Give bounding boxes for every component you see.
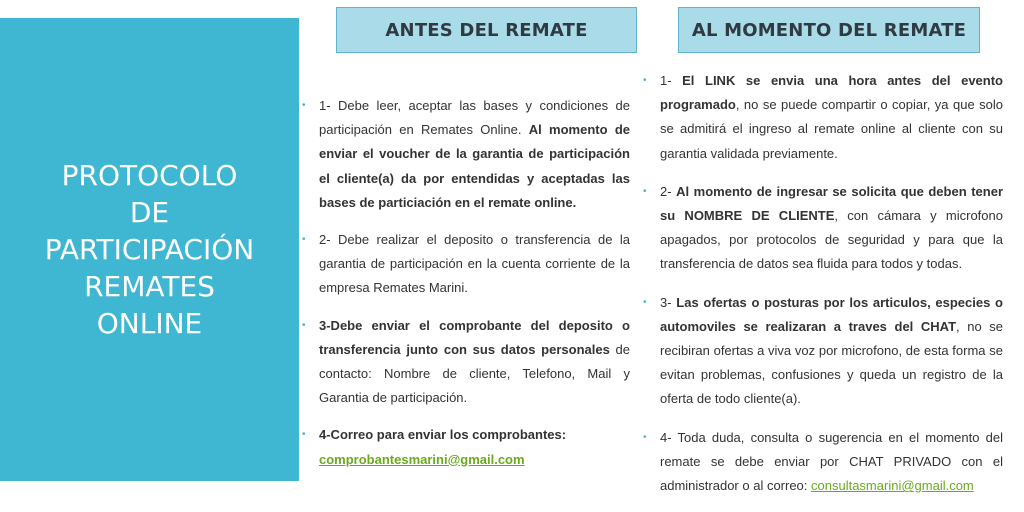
bullet-icon: • <box>302 429 306 441</box>
during-auction-list <box>641 69 1003 512</box>
email-link[interactable]: consultasmarini@gmail.com <box>811 478 974 494</box>
email-link[interactable]: comprobantesmarini@gmail.com <box>319 451 525 467</box>
title-line: DE <box>129 196 170 229</box>
before-item-1 <box>300 94 630 215</box>
before-auction-header: ANTES DEL REMATE <box>336 7 637 53</box>
body-text: , no se puede compartir o copiar, ya que solo se admitirá el ingreso al remate online al cliente con su garantia validada previamente. <box>660 97 1003 161</box>
bullet-icon: • <box>643 296 647 308</box>
body-text: de contacto: Nombre de cliente, Telefono, Mail y Garantia de participación. <box>319 341 630 406</box>
title-line: REMATES <box>84 270 215 303</box>
bullet-icon: • <box>302 319 306 331</box>
body-text: , con cámara y microfono apagados, por protocolos de seguridad y para que la transferencia de datos sea fluida para todos y todas. <box>660 208 1003 272</box>
before-item-3 <box>300 314 630 411</box>
during-item-1 <box>641 69 1003 166</box>
before-item-4 <box>300 423 630 471</box>
before-auction-list <box>300 94 630 485</box>
bullet-icon: • <box>643 431 647 443</box>
title-line: ONLINE <box>96 307 203 340</box>
title-line: PARTICIPACIÓN <box>44 233 255 266</box>
bullet-icon: • <box>302 100 306 111</box>
during-item-2 <box>641 180 1003 277</box>
during-item-4 <box>641 426 1003 499</box>
during-auction-header: AL MOMENTO DEL REMATE <box>678 7 980 53</box>
bold-text: Las ofertas o posturas por los articulos, especies o automoviles se realizaran a traves del CHAT <box>660 294 1003 334</box>
title-panel <box>0 18 299 481</box>
body-text: 2- Debe realizar el deposito o transferencia de la garantia de participación en la cuenta corriente de la empresa Remates Marini. <box>319 232 630 296</box>
bullet-icon: • <box>302 234 306 246</box>
during-item-3 <box>641 291 1003 412</box>
bold-text: Al momento de ingresar se solicita que deben tener su NOMBRE DE CLIENTE <box>660 183 1004 224</box>
body-text: 1- <box>660 73 683 88</box>
before-item-2 <box>300 228 630 301</box>
body-text: 3- <box>660 294 677 310</box>
title-line: PROTOCOLO <box>61 159 238 192</box>
page-title <box>10 157 290 342</box>
bold-text: Al momento de enviar el voucher de la garantia de participación el cliente(a) da por entendidas y aceptadas las bases de particiación en el remate online. <box>319 122 630 210</box>
body-text: 1- Debe leer, aceptar las bases y condiciones de participación en Remates Online. <box>319 98 630 138</box>
bold-text: 3-Debe enviar el comprobante del deposito o transferencia junto con sus datos personales <box>319 317 630 357</box>
body-text: , no se recibiran ofertas a viva voz por microfono, de esta forma se evitan problemas, confusiones y queda un registro de la oferta de todo cliente(a). <box>660 318 1003 407</box>
body-text: 4- Toda duda, consulta o sugerencia en el momento del remate se debe enviar por CHAT PRIVADO con el administrador o al correo: <box>660 429 1003 494</box>
body-text: 2- <box>660 183 677 199</box>
bold-text: El LINK se envia una hora antes del evento programado <box>660 73 1003 113</box>
bold-text: 4-Correo para enviar los comprobantes: <box>319 427 567 443</box>
bullet-icon: • <box>643 185 647 197</box>
bullet-icon: • <box>643 75 647 86</box>
